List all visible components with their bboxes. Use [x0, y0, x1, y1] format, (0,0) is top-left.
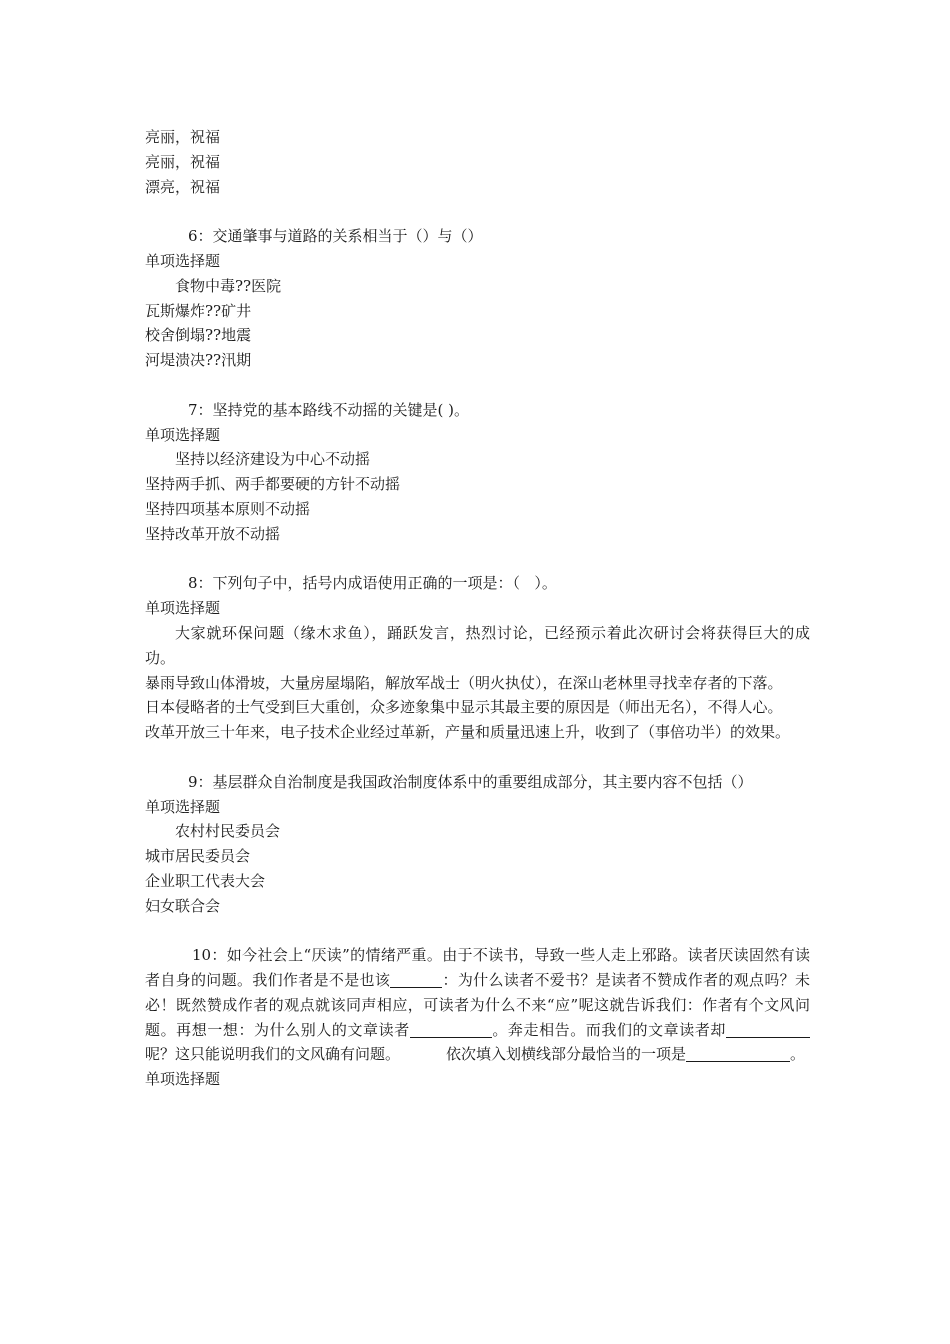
option-text: 城市居民委员会 [145, 847, 251, 866]
stem-segment: 。奔走相告。而我们的文章读者却 [491, 1020, 726, 1039]
question-type: 单项选择题 [145, 797, 221, 816]
fill-blank [410, 1021, 492, 1038]
option-text: 亮丽，祝福 [145, 152, 221, 171]
option-text: 改革开放三十年来，电子技术企业经过革新，产量和质量迅速上升，收到了（事倍功半）的效果。 [145, 723, 791, 742]
question-stem [145, 943, 810, 1067]
question-stem: 7：坚持党的基本路线不动摇的关键是( )。 [188, 400, 470, 419]
stem-segment: ：为什么读者不爱书？是读者不赞成作者的观点吗？未必！既然赞成作者的观点就该同声相应，可读者为什么不来“应”呢这就告诉我们：作者有个文风问题。再想一想：为什么别人的文章读者 [145, 971, 810, 1039]
question-stem: 9：基层群众自治制度是我国政治制度体系中的重要组成部分，其主要内容不包括（） [188, 772, 753, 791]
option-text: 坚持四项基本原则不动摇 [145, 499, 311, 518]
stem-segment: 。 [790, 1045, 806, 1064]
option-text: 企业职工代表大会 [145, 871, 266, 890]
option-text: 瓦斯爆炸??矿井 [145, 301, 252, 320]
fill-blank [390, 971, 442, 988]
option-text: 日本侵略者的士气受到巨大重创，众多迹象集中显示其最主要的原因是（师出无名），不得人心。 [145, 698, 783, 717]
question-type: 单项选择题 [145, 1070, 221, 1089]
option-text: 坚持以经济建设为中心不动摇 [175, 450, 371, 469]
stem-segment: 10：如今社会上“厌读”的情绪严重。由于不读书，导致一些人走上邪路。读者厌读固然有读者自身的问题。我们作者是不是也该 [145, 946, 810, 990]
option-text: 坚持两手抓、两手都要硬的方针不动摇 [145, 475, 401, 494]
question-type: 单项选择题 [145, 251, 221, 270]
stem-segment: 依次填入划横线部分最恰当的一项是 [446, 1045, 687, 1064]
question-type: 单项选择题 [145, 599, 221, 618]
fill-blank [686, 1045, 790, 1062]
stem-segment: 呢？这只能说明我们的文风确有问题。 [145, 1045, 401, 1064]
fill-blank [726, 1021, 810, 1038]
option-text: 坚持改革开放不动摇 [145, 524, 281, 543]
option-text: 河堤溃决??汛期 [145, 351, 252, 370]
document-body [145, 125, 810, 1092]
option-text: 农村村民委员会 [175, 822, 281, 841]
option-text: 漂亮，祝福 [145, 177, 221, 196]
option-text: 妇女联合会 [145, 896, 221, 915]
option-text: 大家就环保问题（缘木求鱼），踊跃发言，热烈讨论，已经预示着此次研讨会将获得巨大的成功。 [145, 623, 810, 667]
question-stem: 8：下列句子中，括号内成语使用正确的一项是：（ ）。 [188, 574, 557, 593]
option-text: 亮丽，祝福 [145, 128, 221, 146]
question-stem: 6：交通肇事与道路的关系相当于（）与（） [188, 227, 483, 246]
question-type: 单项选择题 [145, 425, 221, 444]
option-text: 校舍倒塌??地震 [145, 326, 252, 345]
option-text: 暴雨导致山体滑坡，大量房屋塌陷，解放军战士（明火执仗），在深山老林里寻找幸存者的下落。 [145, 673, 783, 692]
option-text: 食物中毒??医院 [175, 276, 282, 295]
